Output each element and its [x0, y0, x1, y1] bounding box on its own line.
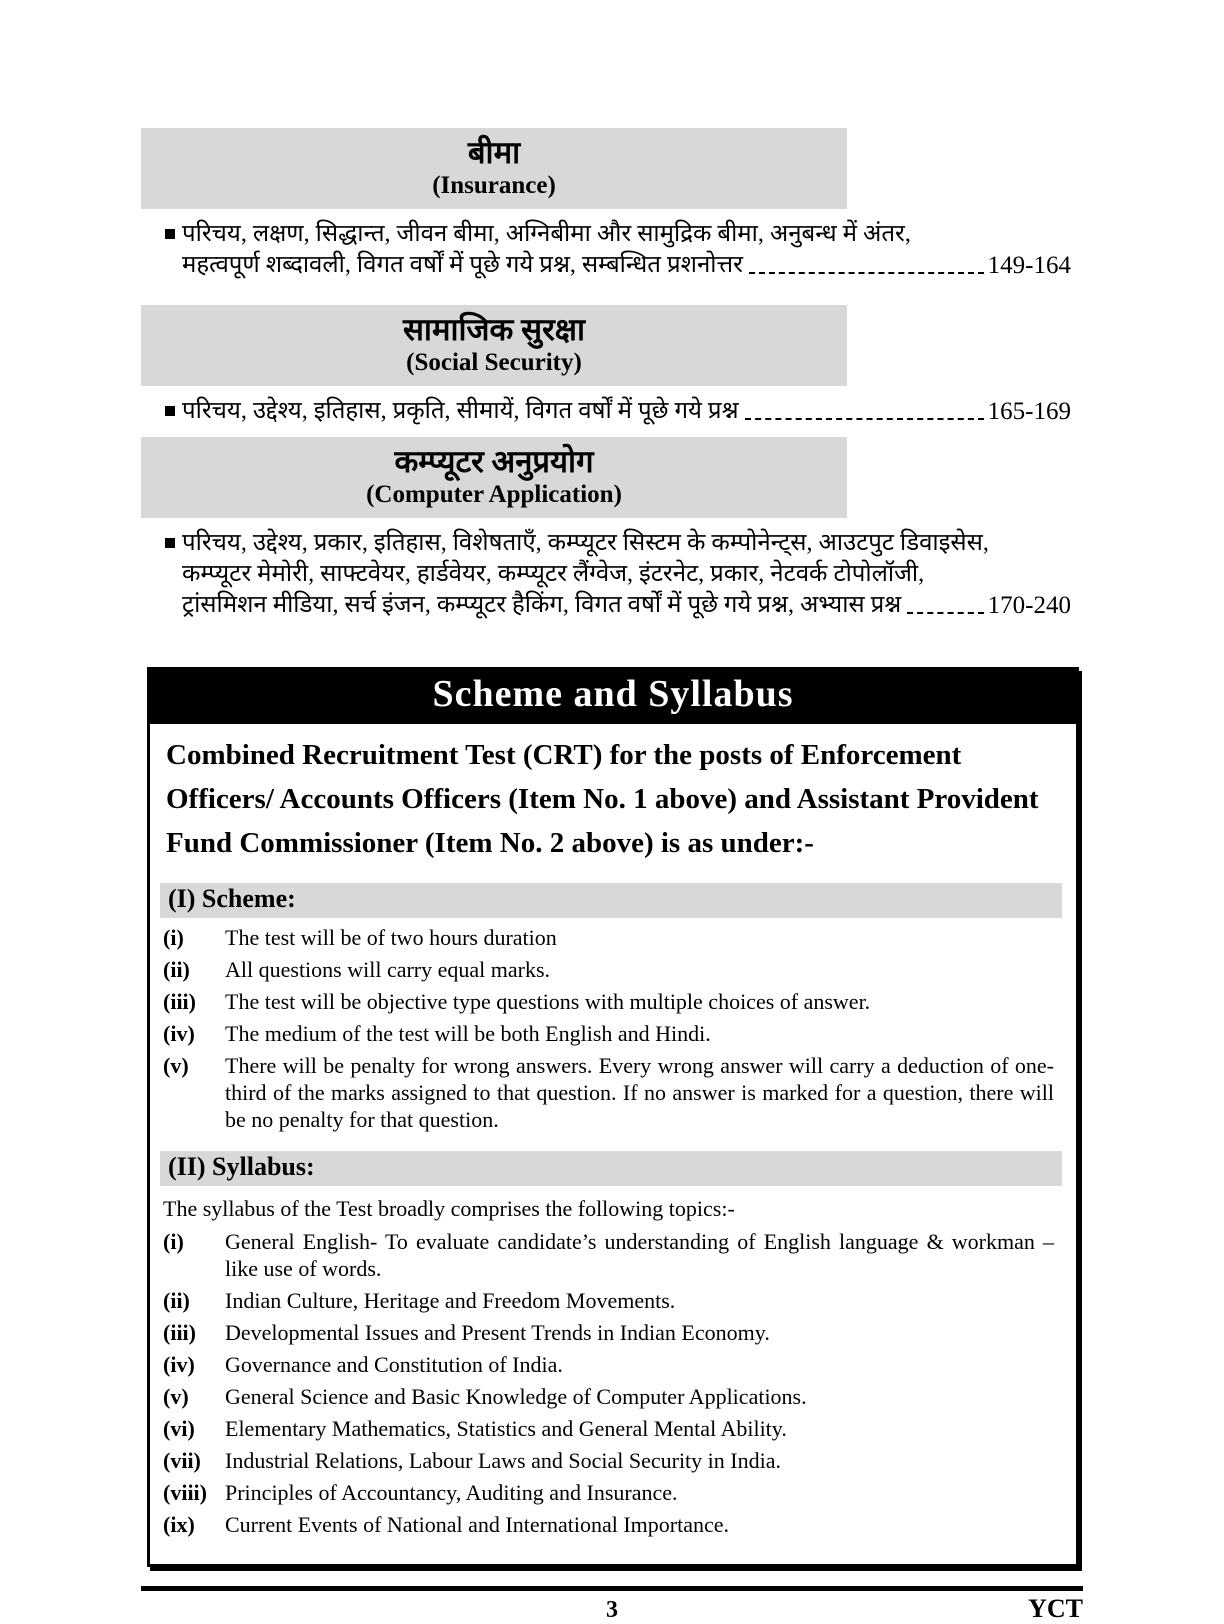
toc-entry-computer-application	[141, 528, 1083, 621]
item-text: Indian Culture, Heritage and Freedom Movements.	[225, 1288, 676, 1313]
item-label: (iv)	[163, 1352, 195, 1377]
toc-entry-text: महत्वपूर्ण शब्दावली, विगत वर्षों में पूछे गये प्रश्न, सम्बन्धित प्रशनोत्तर	[182, 252, 743, 278]
section-header-insurance	[141, 128, 847, 209]
item-label: (i)	[163, 925, 184, 950]
dotted-leader	[749, 272, 984, 274]
item-text: All questions will carry equal marks.	[225, 957, 551, 982]
item-text: Industrial Relations, Labour Laws and Social Security in India.	[225, 1448, 781, 1473]
scheme-list	[150, 924, 1076, 1133]
scheme-heading: (I) Scheme:	[160, 883, 1062, 918]
item-label: (v)	[163, 1384, 189, 1409]
scheme-syllabus-banner: Scheme and Syllabus	[150, 670, 1076, 724]
item-label: (i)	[163, 1229, 184, 1254]
bullet-square-icon	[165, 538, 175, 548]
item-label: (v)	[163, 1053, 189, 1078]
item-label: (ii)	[163, 1288, 190, 1313]
syllabus-item	[150, 1351, 1076, 1378]
syllabus-item	[150, 1479, 1076, 1506]
toc-entry-text: परिचय, उद्देश्य, इतिहास, प्रकृति, सीमायें, विगत वर्षों में पूछे गये प्रश्न	[182, 398, 739, 424]
item-label: (vii)	[163, 1448, 201, 1473]
scheme-item	[150, 1020, 1076, 1047]
page-range: 165-169	[987, 398, 1071, 425]
item-label: (vi)	[163, 1416, 195, 1441]
bullet-square-icon	[165, 229, 175, 239]
item-text: The test will be of two hours duration	[225, 925, 557, 950]
toc-entry-line: कम्प्यूटर मेमोरी, साफ्टवेयर, हार्डवेयर, कम्प्यूटर लैंग्वेज, इंटरनेट, प्रकार, नेटवर्क टोपोलॉजी,	[182, 561, 925, 587]
section-title-hindi: सामाजिक सुरक्षा	[402, 312, 586, 347]
footer	[141, 1594, 1083, 1624]
item-label: (iii)	[163, 1320, 196, 1345]
syllabus-intro: The syllabus of the Test broadly comprises the following topics:-	[163, 1196, 735, 1221]
bullet-square-icon	[165, 406, 175, 416]
section-title-hindi: बीमा	[467, 135, 521, 170]
syllabus-item	[150, 1228, 1076, 1282]
item-text: Governance and Constitution of India.	[225, 1352, 563, 1377]
section-title-english: (Social Security)	[406, 349, 582, 376]
item-text: The medium of the test will be both English and Hindi.	[225, 1021, 711, 1046]
scheme-item	[150, 988, 1076, 1015]
syllabus-item	[150, 1447, 1076, 1474]
item-label: (ii)	[163, 957, 190, 982]
page-range: 149-164	[987, 252, 1071, 279]
item-text: Principles of Accountancy, Auditing and Insurance.	[225, 1480, 678, 1505]
section-title-english: (Insurance)	[432, 172, 556, 199]
syllabus-item	[150, 1415, 1076, 1442]
page-number: 3	[606, 1597, 618, 1623]
page-range: 170-240	[987, 592, 1071, 619]
scheme-item	[150, 924, 1076, 951]
item-text: Developmental Issues and Present Trends in Indian Economy.	[225, 1320, 770, 1345]
toc-entry-last-line	[182, 250, 1071, 281]
item-label: (viii)	[163, 1480, 207, 1505]
scheme-item	[150, 1052, 1076, 1133]
publisher-brand: YCT	[1028, 1594, 1083, 1623]
toc-entry-insurance	[141, 219, 1083, 281]
crt-intro-paragraph: Combined Recruitment Test (CRT) for the posts of Enforcement Officers/ Accounts Officers (Item No. 1 above) and Assistant Provident Fund Commissioner (Item No. 2 above) is as under:-	[166, 739, 1039, 859]
footer-rule	[141, 1586, 1083, 1591]
dotted-leader	[907, 612, 983, 614]
scheme-item	[150, 956, 1076, 983]
page-content	[141, 0, 1083, 1624]
item-text: General English- To evaluate candidate’s understanding of English language & workman – like use of words.	[225, 1229, 1054, 1281]
syllabus-item	[150, 1319, 1076, 1346]
toc-entry-line: परिचय, लक्षण, सिद्धान्त, जीवन बीमा, अग्निबीमा और सामुद्रिक बीमा, अनुबन्ध में अंतर,	[182, 221, 911, 247]
syllabus-list	[150, 1228, 1076, 1538]
scheme-syllabus-box	[147, 667, 1079, 1567]
item-text: General Science and Basic Knowledge of Computer Applications.	[225, 1384, 807, 1409]
syllabus-item	[150, 1383, 1076, 1410]
toc-entry-last-line	[182, 396, 1071, 427]
item-label: (iii)	[163, 989, 196, 1014]
toc-entry-social-security	[141, 396, 1083, 427]
dotted-leader	[745, 418, 984, 420]
syllabus-heading: (II) Syllabus:	[160, 1151, 1062, 1186]
toc-entry-last-line	[182, 590, 1071, 621]
item-text: The test will be objective type questions with multiple choices of answer.	[225, 989, 871, 1014]
item-text: Current Events of National and International Importance.	[225, 1512, 729, 1537]
item-label: (iv)	[163, 1021, 195, 1046]
item-text: Elementary Mathematics, Statistics and General Mental Ability.	[225, 1416, 787, 1441]
section-header-computer-application	[141, 437, 847, 518]
syllabus-item	[150, 1287, 1076, 1314]
syllabus-item	[150, 1511, 1076, 1538]
item-label: (ix)	[163, 1512, 195, 1537]
section-header-social-security	[141, 305, 847, 386]
toc-entry-text: ट्रांसमिशन मीडिया, सर्च इंजन, कम्प्यूटर हैकिंग, विगत वर्षों में पूछे गये प्रश्न, अभ्यास प्रश्न	[182, 592, 902, 618]
section-title-english: (Computer Application)	[366, 481, 622, 508]
section-title-hindi: कम्प्यूटर अनुप्रयोग	[394, 444, 594, 479]
item-text: There will be penalty for wrong answers. Every wrong answer will carry a deduction of one-third of the marks assigned to that question. If no answer is marked for a question, there will be no penalty for that question.	[225, 1053, 1054, 1132]
toc-entry-line: परिचय, उद्देश्य, प्रकार, इतिहास, विशेषताएँ, कम्प्यूटर सिस्टम के कम्पोनेन्ट्स, आउटपुट डिवाइसेस,	[182, 530, 989, 556]
